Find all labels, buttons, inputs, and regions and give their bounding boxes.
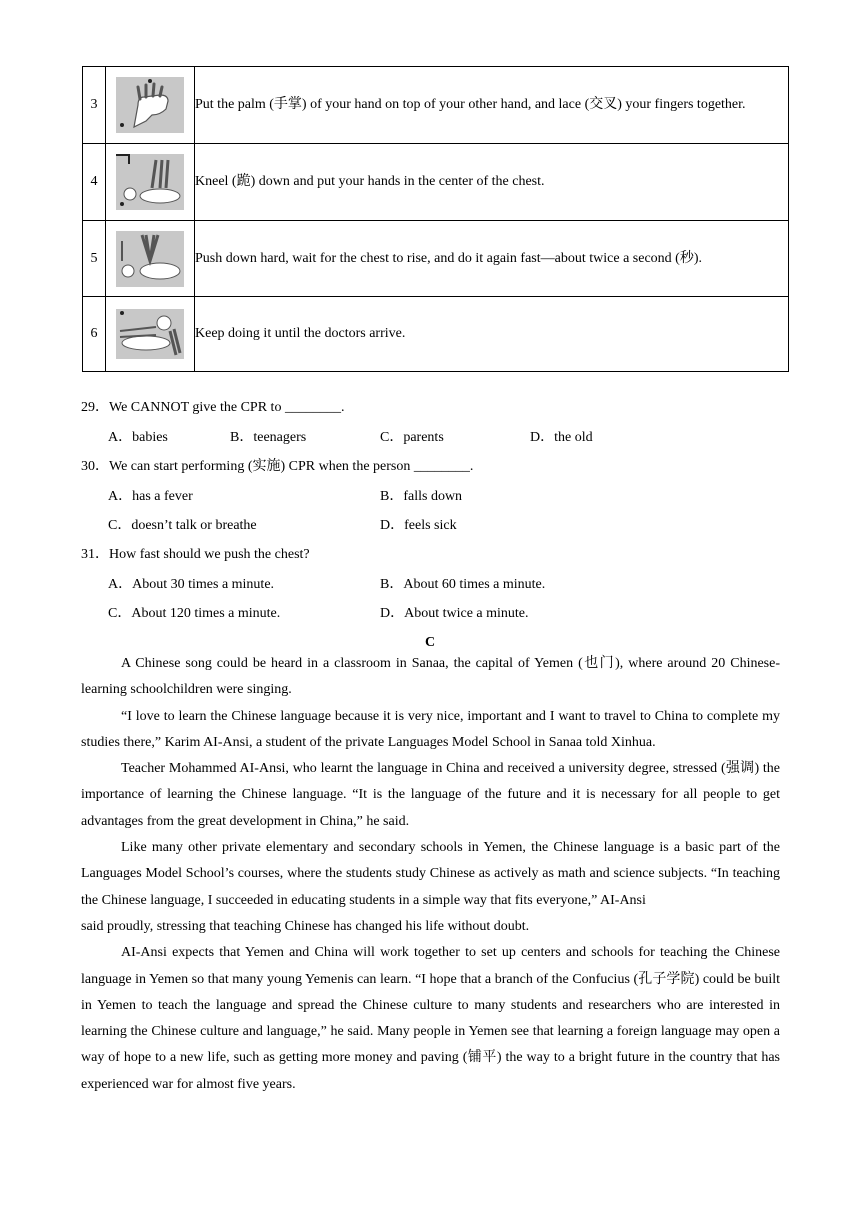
reading-passage: [81, 651, 780, 1098]
step-text: Keep doing it until the doctors arrive.: [195, 297, 789, 372]
option-c: C．doesn’t talk or breathe: [108, 518, 257, 533]
question-30: 30．We can start performing (实施) CPR when the person ________.: [81, 459, 474, 474]
step-row: [83, 297, 789, 372]
keep-going-icon: [116, 309, 184, 359]
step-text: Kneel (跪) down and put your hands in the center of the chest.: [195, 144, 789, 221]
passage-paragraph: A Chinese song could be heard in a classroom in Sanaa, the capital of Yemen (也门), where around 20 Chinese-learning schoolchildren were singing.: [81, 656, 780, 698]
step-row: [83, 144, 789, 221]
option-d: D．feels sick: [380, 518, 457, 533]
step-row: [83, 67, 789, 144]
section-heading: C: [424, 635, 436, 650]
cpr-steps-table: [82, 66, 789, 372]
step-image: [106, 221, 195, 297]
option-a: A．About 30 times a minute.: [108, 577, 275, 592]
step-number: 4: [83, 144, 106, 221]
option-a: A．has a fever: [108, 489, 193, 504]
passage-paragraph: “I love to learn the Chinese language because it is very nice, important and I want to travel to China to complete my studies there,” Karim AI-Ansi, a student of the private Languages Model School in Sanaa told Xinhua.: [81, 708, 780, 750]
step-image: [106, 144, 195, 221]
step-number: 3: [83, 67, 106, 144]
step-image: [106, 67, 195, 144]
step-text: Push down hard, wait for the chest to rise, and do it again fast—about twice a second (秒).: [195, 221, 789, 297]
option-c: C．About 120 times a minute.: [108, 606, 281, 621]
step-number: 6: [83, 297, 106, 372]
kneel-icon: [116, 154, 184, 210]
option-b: B．teenagers: [230, 430, 307, 445]
chest-compression-icon: [116, 231, 184, 287]
option-b: B．About 60 times a minute.: [380, 577, 546, 592]
option-c: C．parents: [380, 430, 444, 445]
option-a: A．babies: [108, 430, 168, 445]
question-31: 31．How fast should we push the chest?: [81, 547, 310, 562]
question-29: 29．We CANNOT give the CPR to ________.: [81, 400, 345, 415]
step-text: Put the palm (手掌) of your hand on top of your other hand, and lace (交叉) your fingers together.: [195, 67, 789, 144]
step-number: 5: [83, 221, 106, 297]
step-image: [106, 297, 195, 372]
hands-lace-icon: [116, 77, 184, 133]
passage-paragraph: Like many other private elementary and secondary schools in Yemen, the Chinese language is a basic part of the Languages Model School’s courses, where the students study Chinese as actively as math and science subjects. “In teaching the Chinese language, I succeeded in educating students in a simple way that fits everyone,” AI-Ansi: [81, 840, 780, 908]
passage-paragraph: AI-Ansi expects that Yemen and China will work together to set up centers and schools for teaching the Chinese language in Yemen so that many young Yemenis can learn. “I hope that a branch of the Confucius (孔子学院) could be built in Yemen to teach the language and spread the Chinese culture to many students and researchers who are interested in learning the Chinese culture and language,” he said. Many people in Yemen see that learning a foreign language may open a way of hope to a new life, such as getting more money and paving (铺平) the way to a bright future in the country that has experienced war for almost five years.: [81, 945, 780, 1092]
option-b: B．falls down: [380, 489, 463, 504]
step-row: [83, 221, 789, 297]
option-d: D．the old: [530, 430, 593, 445]
option-d: D．About twice a minute.: [380, 606, 529, 621]
passage-paragraph: said proudly, stressing that teaching Chinese has changed his life without doubt.: [81, 918, 530, 934]
passage-paragraph: Teacher Mohammed AI-Ansi, who learnt the language in China and received a university degree, stressed (强调) the importance of learning the Chinese language. “It is the language of the future and it is necessary for all people to get advantages from the great development in China,” he said.: [81, 761, 780, 829]
